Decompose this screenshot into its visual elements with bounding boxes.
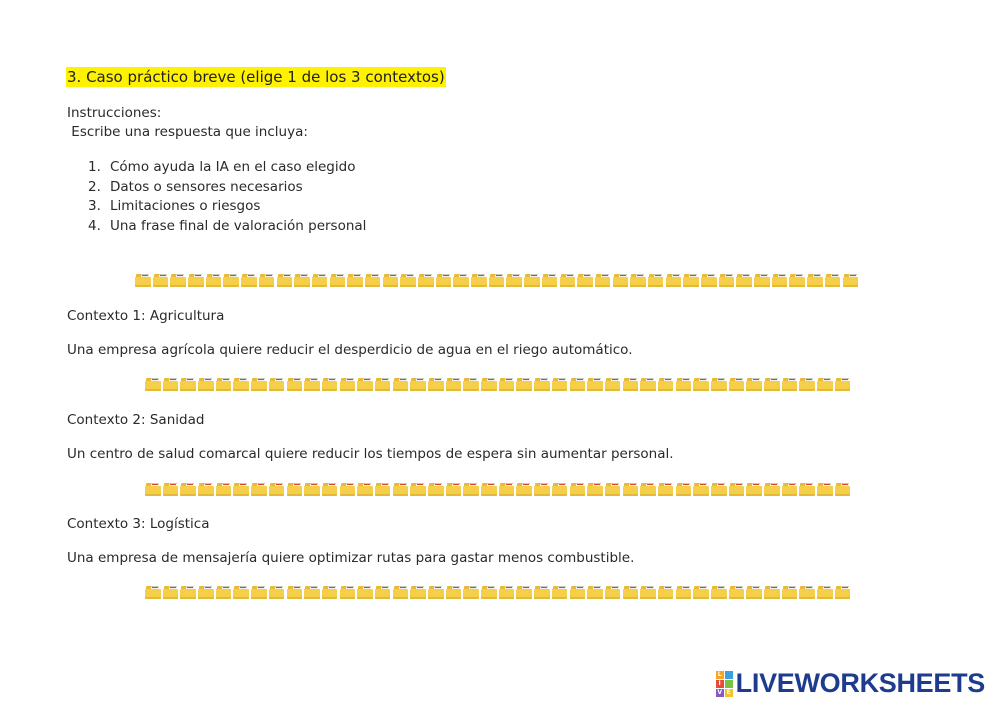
folder-icon [269,585,285,599]
folder-icon [340,482,356,496]
context-3-heading: Contexto 3: Logística [67,516,210,532]
folder-icon [552,585,568,599]
folder-icon [170,273,186,287]
folder-icon [693,377,709,391]
folder-icon [799,377,815,391]
folder-icon [570,377,586,391]
folder-icon [843,273,859,287]
folder-icon [711,377,727,391]
folder-icon [481,377,497,391]
folder-icon [463,482,479,496]
folder-icon [251,585,267,599]
list-item [88,217,366,237]
folder-icon [640,585,656,599]
folder-icon [375,482,391,496]
folder-icon [233,585,249,599]
folder-icon [357,377,373,391]
folder-icon [330,273,346,287]
folder-icon [835,377,851,391]
folder-icon [587,585,603,599]
folder-icon [552,377,568,391]
folder-icon [216,377,232,391]
context-3-description: Una empresa de mensajería quiere optimizar rutas para gastar menos combustible. [67,550,635,566]
folder-icon [552,482,568,496]
folder-divider [145,583,853,599]
folder-icon [676,482,692,496]
folder-icon [304,585,320,599]
folder-icon [446,377,462,391]
folder-icon [233,377,249,391]
folder-icon [605,377,621,391]
folder-icon [163,482,179,496]
folder-icon [587,482,603,496]
folder-icon [683,273,699,287]
folder-icon [393,377,409,391]
folder-icon [835,482,851,496]
folder-icon [322,377,338,391]
folder-icon [782,585,798,599]
list-number: 2. [88,178,101,195]
folder-icon [453,273,469,287]
folder-icon [782,377,798,391]
folder-icon [782,482,798,496]
folder-icon [789,273,805,287]
folder-icon [322,585,338,599]
folder-icon [198,585,214,599]
folder-icon [499,377,515,391]
folder-icon [516,377,532,391]
folder-icon [481,482,497,496]
folder-icon [516,482,532,496]
folder-icon [481,585,497,599]
folder-icon [729,377,745,391]
logo-block: I [716,680,724,688]
list-number: 1. [88,159,101,175]
folder-divider [145,375,853,391]
folder-icon [524,273,540,287]
logo-text: LIVEWORKSHEETS [735,668,985,698]
folder-icon [825,273,841,287]
folder-icon [294,273,310,287]
instructions-heading: Instrucciones: [67,105,162,121]
folder-icon [648,273,664,287]
folder-icon [676,377,692,391]
folder-icon [560,273,576,287]
folder-icon [153,273,169,287]
liveworksheets-logo [716,668,985,699]
folder-icon [163,585,179,599]
folder-icon [145,585,161,599]
folder-icon [418,273,434,287]
folder-icon [623,482,639,496]
list-text: Limitaciones o riesgos [110,198,261,215]
folder-icon [595,273,611,287]
folder-icon [587,377,603,391]
folder-icon [287,377,303,391]
folder-icon [799,585,815,599]
folder-icon [365,273,381,287]
folder-icon [410,482,426,496]
folder-icon [640,482,656,496]
folder-icon [489,273,505,287]
context-1-description: Una empresa agrícola quiere reducir el desperdicio de agua en el riego automático. [67,342,633,358]
logo-block: E [726,688,731,696]
folder-icon [251,482,267,496]
folder-icon [216,482,232,496]
folder-icon [304,482,320,496]
logo-block [725,671,733,679]
folder-icon [471,273,487,287]
folder-icon [206,273,222,287]
folder-icon [736,273,752,287]
folder-icon [754,273,770,287]
folder-icon [463,377,479,391]
folder-icon [542,273,558,287]
folder-icon [711,585,727,599]
folder-icon [269,377,285,391]
section-title: 3. Caso práctico breve (elige 1 de los 3 contextos) [67,68,445,86]
folder-icon [499,482,515,496]
folder-icon [375,585,391,599]
folder-icon [693,482,709,496]
context-2-heading: Contexto 2: Sanidad [67,412,205,428]
folder-icon [764,585,780,599]
folder-icon [163,377,179,391]
folder-icon [180,377,196,391]
folder-divider [145,480,853,496]
folder-divider [135,271,860,287]
folder-icon [807,273,823,287]
folder-icon [428,377,444,391]
folder-icon [570,482,586,496]
logo-blocks-icon [716,671,733,697]
folder-icon [817,482,833,496]
folder-icon [233,482,249,496]
folder-icon [277,273,293,287]
folder-icon [340,585,356,599]
folder-icon [623,377,639,391]
folder-icon [180,585,196,599]
folder-icon [534,585,550,599]
logo-block: L [716,671,724,679]
folder-icon [180,482,196,496]
folder-icon [693,585,709,599]
folder-icon [623,585,639,599]
folder-icon [428,585,444,599]
instructions-list [88,158,366,237]
list-text: Datos o sensores necesarios [110,178,303,195]
logo-block [725,680,733,688]
folder-icon [817,377,833,391]
list-item [88,158,366,178]
folder-icon [746,482,762,496]
context-2-description: Un centro de salud comarcal quiere reducir los tiempos de espera sin aumentar personal. [67,446,674,462]
folder-icon [375,377,391,391]
logo-block: V [717,688,722,696]
folder-icon [729,482,745,496]
folder-icon [676,585,692,599]
folder-icon [516,585,532,599]
folder-icon [188,273,204,287]
folder-icon [446,482,462,496]
folder-icon [817,585,833,599]
folder-icon [701,273,717,287]
folder-icon [198,377,214,391]
folder-icon [312,273,328,287]
folder-icon [216,585,232,599]
folder-icon [145,377,161,391]
folder-icon [251,377,267,391]
folder-icon [534,482,550,496]
folder-icon [658,482,674,496]
folder-icon [436,273,452,287]
folder-icon [746,585,762,599]
context-1-heading: Contexto 1: Agricultura [67,308,225,324]
folder-icon [304,377,320,391]
folder-icon [613,273,629,287]
folder-icon [499,585,515,599]
folder-icon [666,273,682,287]
list-text: Una frase final de valoración personal [110,218,367,235]
folder-icon [241,273,257,287]
folder-icon [223,273,239,287]
folder-icon [340,377,356,391]
folder-icon [269,482,285,496]
folder-icon [287,482,303,496]
folder-icon [322,482,338,496]
folder-icon [198,482,214,496]
list-number: 4. [88,218,101,235]
folder-icon [658,377,674,391]
folder-icon [711,482,727,496]
folder-icon [729,585,745,599]
folder-icon [393,482,409,496]
folder-icon [746,377,762,391]
folder-icon [605,585,621,599]
folder-icon [764,482,780,496]
folder-icon [835,585,851,599]
folder-icon [506,273,522,287]
folder-icon [383,273,399,287]
folder-icon [534,377,550,391]
folder-icon [630,273,646,287]
folder-icon [772,273,788,287]
list-text: Cómo ayuda la IA en el caso elegido [110,159,356,175]
folder-icon [570,585,586,599]
list-item [88,197,366,217]
folder-icon [764,377,780,391]
list-number: 3. [88,198,101,215]
folder-icon [428,482,444,496]
folder-icon [719,273,735,287]
folder-icon [446,585,462,599]
folder-icon [410,585,426,599]
list-item [88,178,366,198]
folder-icon [463,585,479,599]
folder-icon [357,585,373,599]
folder-icon [135,273,151,287]
folder-icon [287,585,303,599]
folder-icon [357,482,373,496]
folder-icon [799,482,815,496]
instructions-intro: Escribe una respuesta que incluya: [67,124,308,140]
folder-icon [410,377,426,391]
folder-icon [400,273,416,287]
folder-icon [605,482,621,496]
folder-icon [393,585,409,599]
folder-icon [577,273,593,287]
folder-icon [640,377,656,391]
folder-icon [259,273,275,287]
folder-icon [658,585,674,599]
folder-icon [347,273,363,287]
folder-icon [145,482,161,496]
